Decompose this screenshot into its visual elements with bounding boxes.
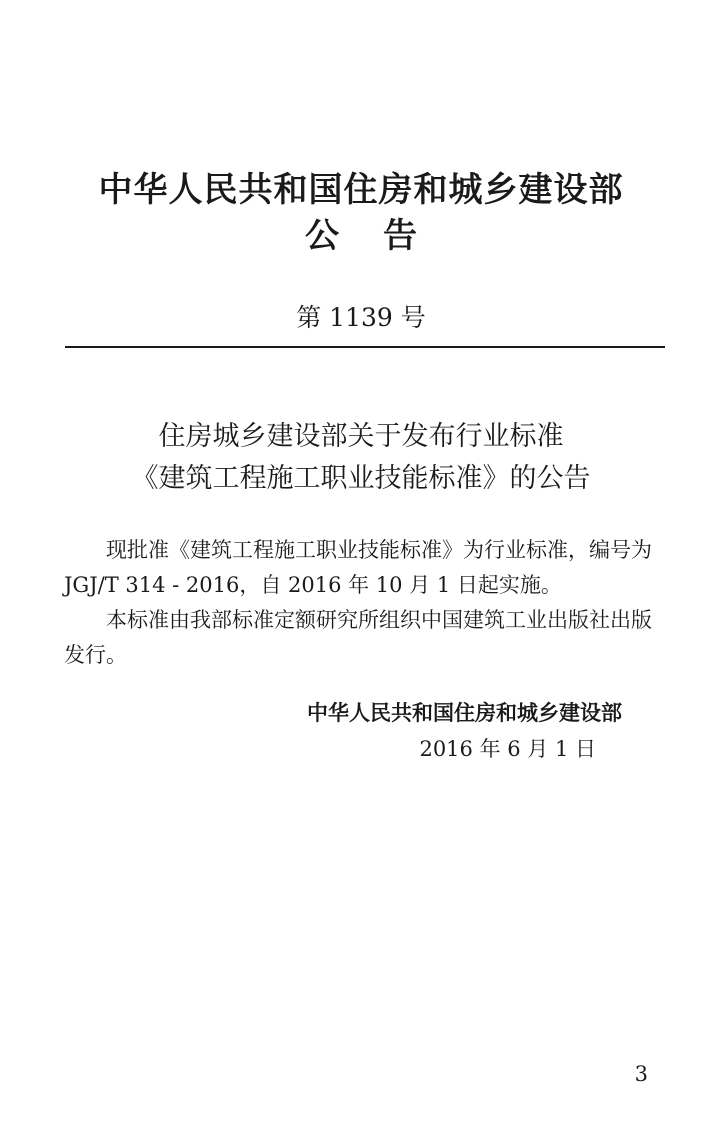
header-divider — [65, 346, 665, 348]
heading-line-1: 住房城乡建设部关于发布行业标准 — [158, 421, 564, 452]
ministry-name: 中华人民共和国住房和城乡建设部 — [98, 170, 624, 210]
paragraph-2-line-1: 本标准由我部标准定额研究所组织中国建筑工业出版社出版 — [106, 608, 652, 632]
notice-body — [64, 533, 664, 673]
page-number: 3 — [634, 1062, 648, 1086]
signature-date: 2016 年 6 月 1 日 — [419, 737, 596, 761]
heading-line-2: 《建筑工程施工职业技能标准》的公告 — [131, 463, 591, 494]
notice-number: 第 1139 号 — [296, 303, 426, 332]
body-paragraph-1 — [64, 533, 664, 603]
body-paragraph-2 — [64, 603, 664, 673]
paragraph-1-line-1: 现批准《建筑工程施工职业技能标准》为行业标准，编号为 — [106, 538, 652, 562]
notice-title: 公告 — [305, 216, 461, 256]
paragraph-1-line-2: JGJ/T 314 - 2016，自 2016 年 10 月 1 日起实施。 — [64, 573, 562, 597]
signature-organization: 中华人民共和国住房和城乡建设部 — [307, 701, 622, 725]
notice-heading — [0, 416, 722, 500]
signature-block — [307, 695, 622, 767]
paragraph-2-line-2: 发行。 — [64, 643, 127, 667]
